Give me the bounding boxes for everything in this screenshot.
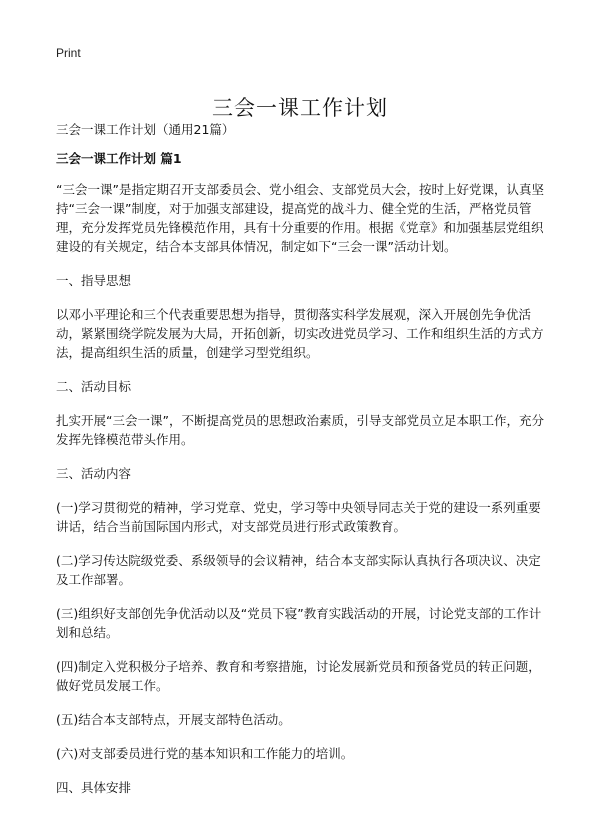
content-item: (三)组织好支部创先争优活动以及“党员下寝”教育实践活动的开展，讨论党支部的工作计划和总结。: [56, 606, 542, 640]
intro-paragraph: “三会一课”是指定期召开支部委员会、党小组会、支部党员大会，按时上好党课，认真坚持“三会一课”制度，对于加强支部建设，提高党的战斗力、健全党的生活，严格党员管理，充分发挥党员先锋模范作用，具有十分重要的作用。根据《党章》和加强基层党组织建设的有关规定，结合本支部具体情况，制定如下“三会一课”活动计划。: [56, 182, 544, 254]
section-heading-guiding: 一、指导思想: [56, 273, 132, 288]
section-heading-goal: 二、活动目标: [56, 379, 132, 394]
article-heading: 三会一课工作计划 篇1: [56, 151, 182, 166]
document-subtitle: 三会一课工作计划（通用21篇）: [56, 122, 235, 137]
section-heading-schedule: 四、具体安排: [56, 780, 132, 795]
document-body: [56, 120, 548, 812]
section-heading-content: 三、活动内容: [56, 466, 132, 481]
content-item: (二)学习传达院级党委、系级领导的会议精神，结合本支部实际认真执行各项决议、决定及工作部署。: [56, 553, 541, 587]
page-title: 三会一课工作计划: [212, 96, 388, 121]
content-item: (六)对支部委员进行党的基本知识和工作能力的培训。: [56, 746, 354, 761]
guiding-paragraph: 以邓小平理论和三个代表重要思想为指导，贯彻落实科学发展观，深入开展创先争优活动，紧紧围绕学院发展为大局，开拓创新，切实改进党员学习、工作和组织生活的方式方法，提高组织生活的质量，创建学习型党组织。: [56, 307, 544, 360]
content-item: (一)学习贯彻党的精神，学习党章、党史，学习等中央领导同志关于党的建设一系列重要讲话，结合当前国际国内形式，对支部党员进行形式政策教育。: [56, 500, 541, 534]
print-label[interactable]: Print: [56, 46, 81, 60]
content-item: (四)制定入党积极分子培养、教育和考察措施，讨论发展新党员和预备党员的转正问题，做好党员发展工作。: [56, 659, 541, 693]
goal-paragraph: 扎实开展“三会一课”，不断提高党员的思想政治素质，引导支部党员立足本职工作，充分发挥先锋模范带头作用。: [56, 413, 544, 447]
content-item: (五)结合本支部特点，开展支部特色活动。: [56, 712, 291, 727]
